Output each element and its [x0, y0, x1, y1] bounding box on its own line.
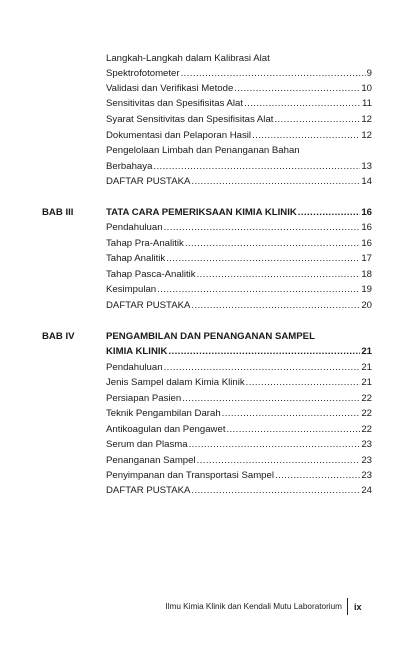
dot-leader [168, 344, 360, 359]
toc-page-number: 19 [361, 284, 372, 295]
running-footer-title: Ilmu Kimia Klinik dan Kendali Mutu Laboratorium [165, 602, 342, 611]
dot-leader [181, 66, 366, 81]
toc-entry-kalibrasi-line1: Langkah-Langkah dalam Kalibrasi Alat [106, 53, 270, 64]
toc-page-number: 21 [361, 377, 372, 388]
toc-entry-text: DAFTAR PUSTAKA [106, 485, 191, 496]
dot-leader [191, 298, 360, 313]
toc-page-number: 23 [361, 439, 372, 450]
toc-entry[interactable] [106, 468, 372, 483]
dot-leader [166, 251, 360, 266]
toc-page-number: 12 [361, 114, 372, 125]
toc-entry-text: Tahap Pra-Analitik [106, 238, 184, 249]
toc-entry[interactable] [106, 267, 372, 282]
toc-page-number: 24 [361, 485, 372, 496]
toc-entry[interactable] [106, 422, 372, 437]
toc-page-number: 11 [362, 98, 372, 109]
chapter-label-bab4: BAB IV [42, 331, 75, 342]
toc-page-number: 23 [361, 455, 372, 466]
chapter-title-text: KIMIA KLINIK [106, 346, 168, 357]
toc-entry-syarat[interactable] [106, 112, 372, 127]
toc-entry-sensitivitas[interactable] [106, 96, 372, 111]
toc-entry-text: Tahap Pasca-Analitik [106, 269, 196, 280]
toc-page-number: 9 [366, 68, 372, 79]
toc-entry-text: DAFTAR PUSTAKA [106, 176, 191, 187]
toc-entry[interactable] [106, 437, 372, 452]
toc-page-number: 22 [361, 393, 372, 404]
toc-entry[interactable] [106, 298, 372, 313]
toc-entry-kalibrasi[interactable] [106, 66, 372, 81]
toc-entry[interactable] [106, 360, 372, 375]
toc-page-number: 16 [361, 238, 372, 249]
toc-entry-text: DAFTAR PUSTAKA [106, 300, 191, 311]
dot-leader [252, 128, 360, 143]
toc-page-number: 21 [361, 346, 372, 357]
toc-entry[interactable] [106, 282, 372, 297]
toc-page-number: 16 [361, 222, 372, 233]
toc-page-number: 17 [361, 253, 372, 264]
toc-entry[interactable] [106, 453, 372, 468]
toc-entry-text: Pendahuluan [106, 222, 163, 233]
toc-entry-dokumentasi[interactable] [106, 128, 372, 143]
dot-leader [189, 437, 361, 452]
chapter-title-text: TATA CARA PEMERIKSAAN KIMIA KLINIK [106, 207, 297, 218]
dot-leader [197, 453, 361, 468]
toc-entry-text: Pendahuluan [106, 362, 163, 373]
toc-entry[interactable] [106, 406, 372, 421]
toc-entry-text: Jenis Sampel dalam Kimia Klinik [106, 377, 245, 388]
dot-leader [157, 282, 360, 297]
toc-entry[interactable] [106, 220, 372, 235]
dot-leader [246, 375, 361, 390]
dot-leader [226, 422, 360, 437]
footer-divider [347, 598, 348, 615]
dot-leader [275, 468, 360, 483]
toc-page-number: 20 [361, 300, 372, 311]
toc-entry-text: Penyimpanan dan Transportasi Sampel [106, 470, 274, 481]
toc-page-number: 23 [361, 470, 372, 481]
toc-entry-validasi[interactable] [106, 81, 372, 96]
dot-leader [274, 112, 360, 127]
page-number: ix [354, 602, 362, 612]
toc-page-number: 12 [361, 130, 372, 141]
toc-page-number: 13 [361, 161, 372, 172]
toc-entry[interactable] [106, 236, 372, 251]
dot-leader [185, 236, 360, 251]
dot-leader [164, 220, 361, 235]
toc-entry-text: Berbahaya [106, 161, 153, 172]
dot-leader [164, 360, 361, 375]
dot-leader [197, 267, 361, 282]
toc-entry-text: Antikoagulan dan Pengawet [106, 424, 226, 435]
toc-page-number: 16 [361, 207, 372, 218]
dot-leader [153, 159, 360, 174]
toc-entry[interactable] [106, 391, 372, 406]
toc-entry[interactable] [106, 483, 372, 498]
toc-entry-text: Sensitivitas dan Spesifisitas Alat [106, 98, 244, 109]
toc-entry-text: Persiapan Pasien [106, 393, 182, 404]
dot-leader [298, 205, 361, 220]
chapter-title-bab3[interactable] [106, 205, 372, 220]
toc-page-number: 21 [361, 362, 372, 373]
dot-leader [234, 81, 360, 96]
toc-entry[interactable] [106, 251, 372, 266]
toc-page-number: 18 [361, 269, 372, 280]
dot-leader [222, 406, 361, 421]
toc-entry-text: Penanganan Sampel [106, 455, 196, 466]
toc-entry-text: Kesimpulan [106, 284, 157, 295]
chapter-title-bab4-line1: PENGAMBILAN DAN PENANGANAN SAMPEL [106, 331, 315, 342]
toc-page-number: 22 [361, 424, 372, 435]
toc-entry-text: Syarat Sensitivitas dan Spesifisitas Alat [106, 114, 274, 125]
dot-leader [182, 391, 360, 406]
toc-entry-text: Validasi dan Verifikasi Metode [106, 83, 234, 94]
toc-entry-limbah[interactable] [106, 159, 372, 174]
toc-entry-text: Teknik Pengambilan Darah [106, 408, 221, 419]
toc-entry-daftar-pustaka[interactable] [106, 174, 372, 189]
toc-page-number: 10 [361, 83, 372, 94]
toc-entry-limbah-line1: Pengelolaan Limbah dan Penanganan Bahan [106, 145, 300, 156]
chapter-label-bab3: BAB III [42, 207, 74, 218]
dot-leader [244, 96, 361, 111]
toc-entry[interactable] [106, 375, 372, 390]
toc-entry-text: Spektrofotometer [106, 68, 180, 79]
toc-entry-text: Dokumentasi dan Pelaporan Hasil [106, 130, 252, 141]
toc-entry-text: Serum dan Plasma [106, 439, 188, 450]
toc-entry-text: Tahap Analitik [106, 253, 166, 264]
chapter-title-bab4[interactable] [106, 344, 372, 359]
toc-page-number: 22 [361, 408, 372, 419]
dot-leader [191, 174, 360, 189]
toc-page-number: 14 [361, 176, 372, 187]
dot-leader [191, 483, 360, 498]
